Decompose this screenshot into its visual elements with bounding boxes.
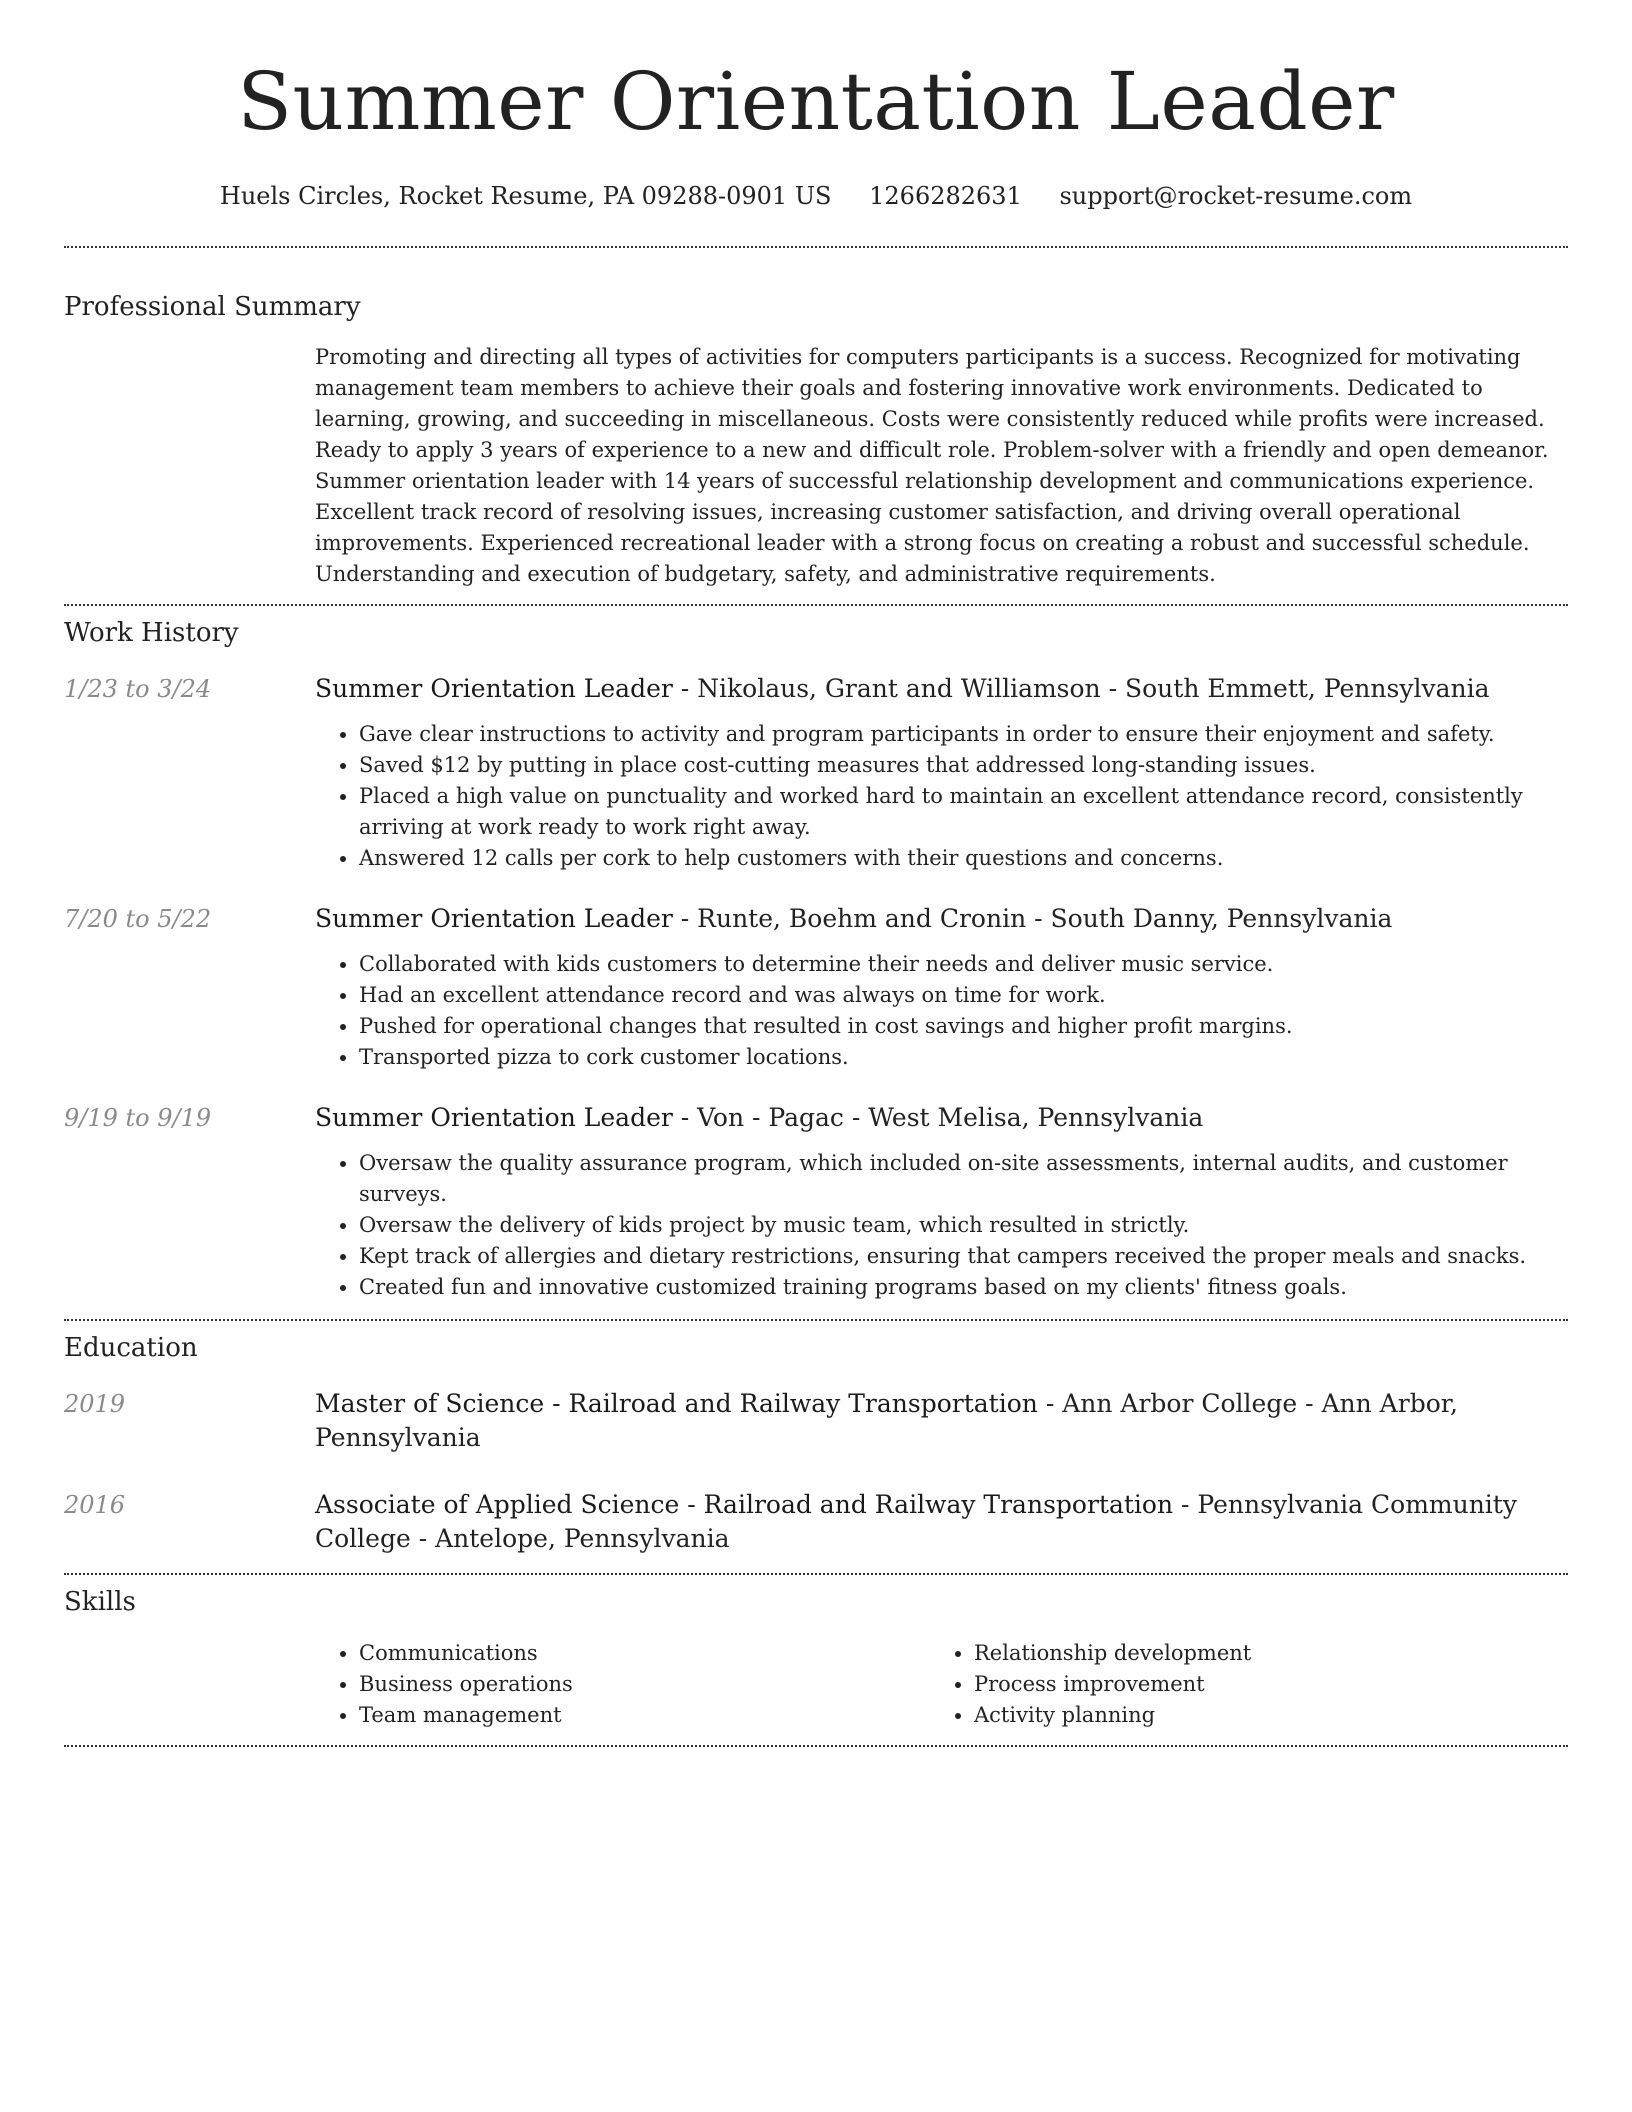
section-title-summary: Professional Summary <box>64 292 361 322</box>
education-title <box>315 1488 1568 1556</box>
job-dates: 7/20 to 5/22 <box>64 905 212 933</box>
job-bullet: • Gave clear instructions to activity and program participants in order to ensure their enjoyment and safety. <box>359 719 1568 750</box>
section-divider <box>64 1573 1568 1575</box>
job-bullet: • Oversaw the quality assurance program, which included on-site assessments, internal audits, and customer surveys. <box>359 1148 1568 1210</box>
education-degree: Associate of Applied Science - Railroad and Railway Transportation <box>315 1490 1174 1519</box>
job-dates: 9/19 to 9/19 <box>64 1104 212 1132</box>
job-bullet: • Pushed for operational changes that resulted in cost savings and higher profit margins. <box>359 1011 1568 1042</box>
resume-name: Summer Orientation Leader <box>237 55 1395 148</box>
skill-item: • Process improvement <box>974 1669 1545 1700</box>
skills-grid <box>315 1638 1568 1731</box>
job-entry <box>64 902 1568 1073</box>
education-details: - Ann Arbor College - Ann Arbor, Pennsylvania <box>315 1389 1458 1452</box>
job-bullet: • Answered 12 calls per cork to help customers with their questions and concerns. <box>359 843 1568 874</box>
job-bullet: • Collaborated with kids customers to determine their needs and deliver music service. <box>359 949 1568 980</box>
section-title-education: Education <box>64 1333 198 1363</box>
job-title <box>315 1101 1568 1135</box>
skills-column-left <box>315 1638 930 1731</box>
resume-page <box>64 0 1568 1747</box>
job-bullet: • Created fun and innovative customized training programs based on my clients' fitness goals. <box>359 1272 1568 1303</box>
education-entry <box>64 1387 1568 1455</box>
summary-text: Promoting and directing all types of activities for computers participants is a success. Recognized for motivating management team members to achieve their goals and fostering innovative work environments. Dedicated to learning, growing, and succeeding in miscellaneous. Costs were consistently reduced while profits were increased. Ready to apply 3 years of experience to a new and difficult role. Problem-solver with a friendly and open demeanor. Summer orientation leader with 14 years of successful relationship development and communications experience. Excellent track record of resolving issues, increasing customer satisfaction, and driving overall operational improvements. Experienced recreational leader with a strong focus on creating a robust and successful schedule. Understanding and execution of budgetary, safety, and administrative requirements. <box>315 345 1549 586</box>
education-year: 2016 <box>64 1491 126 1519</box>
section-title-skills: Skills <box>64 1587 136 1617</box>
job-dates: 1/23 to 3/24 <box>64 675 212 703</box>
job-bullets <box>315 719 1568 874</box>
job-title <box>315 902 1568 936</box>
contact-line <box>64 180 1568 212</box>
skills-column-right <box>930 1638 1545 1731</box>
education-degree: Master of Science - Railroad and Railway Transportation <box>315 1389 1038 1418</box>
job-bullet: • Had an excellent attendance record and was always on time for work. <box>359 980 1568 1011</box>
job-entry <box>64 672 1568 874</box>
job-bullets <box>315 949 1568 1073</box>
section-divider <box>64 246 1568 248</box>
job-role: Summer Orientation Leader <box>315 674 673 703</box>
contact-phone: 1266282631 <box>869 182 1022 210</box>
job-details: - Runte, Boehm and Cronin - South Danny, Pennsylvania <box>672 904 1393 933</box>
job-bullet: • Saved $12 by putting in place cost-cutting measures that addressed long-standing issues. <box>359 750 1568 781</box>
skill-item: • Business operations <box>359 1669 930 1700</box>
section-divider <box>64 1745 1568 1747</box>
skill-item: • Activity planning <box>974 1700 1545 1731</box>
job-entry <box>64 1101 1568 1303</box>
job-title <box>315 672 1568 706</box>
skill-item: • Communications <box>359 1638 930 1669</box>
job-details: - Nikolaus, Grant and Williamson - South Emmett, Pennsylvania <box>672 674 1490 703</box>
education-year: 2019 <box>64 1390 126 1418</box>
job-bullet: • Kept track of allergies and dietary restrictions, ensuring that campers received the proper meals and snacks. <box>359 1241 1568 1272</box>
education-entry <box>64 1488 1568 1556</box>
job-bullets <box>315 1148 1568 1303</box>
education-details: - Pennsylvania Community College - Antelope, Pennsylvania <box>315 1490 1517 1553</box>
skill-item: • Relationship development <box>974 1638 1545 1669</box>
section-title-work: Work History <box>64 618 239 648</box>
skill-item: • Team management <box>359 1700 930 1731</box>
section-divider <box>64 1319 1568 1321</box>
section-divider <box>64 604 1568 606</box>
job-role: Summer Orientation Leader <box>315 904 673 933</box>
job-bullet: • Transported pizza to cork customer locations. <box>359 1042 1568 1073</box>
job-details: - Von - Pagac - West Melisa, Pennsylvania <box>672 1103 1204 1132</box>
job-bullet: • Oversaw the delivery of kids project by music team, which resulted in strictly. <box>359 1210 1568 1241</box>
contact-email: support@rocket-resume.com <box>1059 182 1413 210</box>
contact-address: Huels Circles, Rocket Resume, PA 09288-0901 US <box>219 182 832 210</box>
education-title <box>315 1387 1568 1455</box>
job-role: Summer Orientation Leader <box>315 1103 673 1132</box>
job-bullet: • Placed a high value on punctuality and worked hard to maintain an excellent attendance record, consistently arriving at work ready to work right away. <box>359 781 1568 843</box>
